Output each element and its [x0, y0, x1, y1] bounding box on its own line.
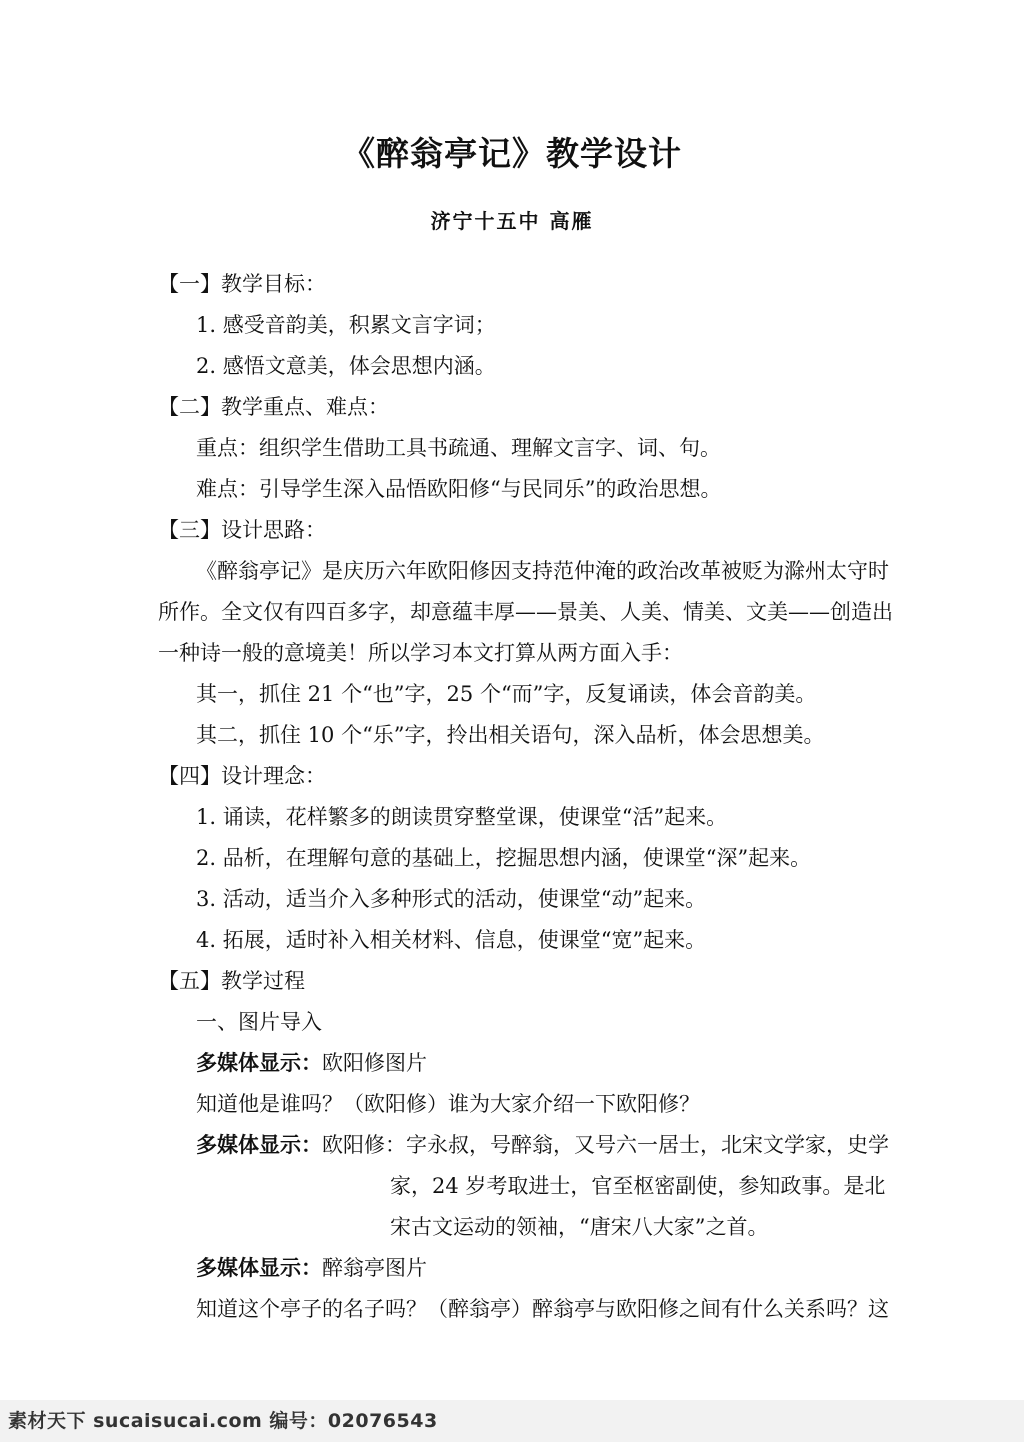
section4-heading: 【四】设计理念：	[158, 764, 326, 788]
section1-heading: 【一】教学目标：	[158, 272, 326, 296]
paragraph-line: 所作。全文仅有四百多字，却意蕴丰厚——景美、人美、情美、文美——创造出	[158, 600, 893, 624]
media-content: 欧阳修：字永叔，号醉翁，又号六一居士，北宋文学家，史学	[322, 1133, 889, 1157]
media-label: 多媒体显示：	[196, 1133, 322, 1157]
section5-heading: 【五】教学过程	[158, 969, 305, 993]
document-author: 济宁十五中 高雁	[430, 209, 594, 233]
section2-heading: 【二】教学重点、难点：	[158, 395, 389, 419]
approach-first: 其一，抓住 21 个“也”字，25 个“而”字，反复诵读，体会音韵美。	[196, 682, 817, 706]
media-content: 欧阳修图片	[322, 1051, 427, 1075]
paragraph-line: 《醉翁亭记》是庆历六年欧阳修因支持范仲淹的政治改革被贬为滁州太守时	[196, 559, 889, 583]
media-label: 多媒体显示：	[196, 1256, 322, 1280]
goal-item-2: 2. 感悟文意美，体会思想内涵。	[196, 354, 496, 378]
document-title: 《醉翁亭记》教学设计	[342, 134, 682, 173]
step-1-title: 一、图片导入	[196, 1010, 322, 1034]
media-line-2	[196, 1131, 889, 1159]
media-content: 醉翁亭图片	[322, 1256, 427, 1280]
difficulty-point: 难点：引导学生深入品悟欧阳修“与民同乐”的政治思想。	[196, 477, 722, 501]
paragraph-line: 一种诗一般的意境美！所以学习本文打算从两方面入手：	[158, 641, 683, 665]
section3-heading: 【三】设计思路：	[158, 518, 326, 542]
goal-item-1: 1. 感受音韵美，积累文言字词；	[196, 313, 496, 337]
question-1: 知道他是谁吗？（欧阳修）谁为大家介绍一下欧阳修？	[196, 1092, 700, 1116]
media-line-1	[196, 1049, 427, 1077]
concept-item-4: 4. 拓展，适时补入相关材料、信息，使课堂“宽”起来。	[196, 928, 707, 952]
media-label: 多媒体显示：	[196, 1051, 322, 1075]
concept-item-1: 1. 诵读，花样繁多的朗读贯穿整堂课，使课堂“活”起来。	[196, 805, 728, 829]
approach-second: 其二，抓住 10 个“乐”字，拎出相关语句，深入品析，体会思想美。	[196, 723, 825, 747]
question-2: 知道这个亭子的名子吗？（醉翁亭）醉翁亭与欧阳修之间有什么关系吗？这	[196, 1297, 889, 1321]
media-line-3	[196, 1254, 427, 1282]
concept-item-3: 3. 活动，适当介入多种形式的活动，使课堂“动”起来。	[196, 887, 707, 911]
concept-item-2: 2. 品析，在理解句意的基础上，挖掘思想内涵，使课堂“深”起来。	[196, 846, 812, 870]
key-point: 重点：组织学生借助工具书疏通、理解文言字、词、句。	[196, 436, 721, 460]
media-continuation: 宋古文运动的领袖，“唐宋八大家”之首。	[390, 1215, 769, 1239]
watermark-text: 素材天下 sucaisucai.com 编号：02076543	[8, 1410, 438, 1432]
media-continuation: 家，24 岁考取进士，官至枢密副使，参知政事。是北	[390, 1174, 886, 1198]
